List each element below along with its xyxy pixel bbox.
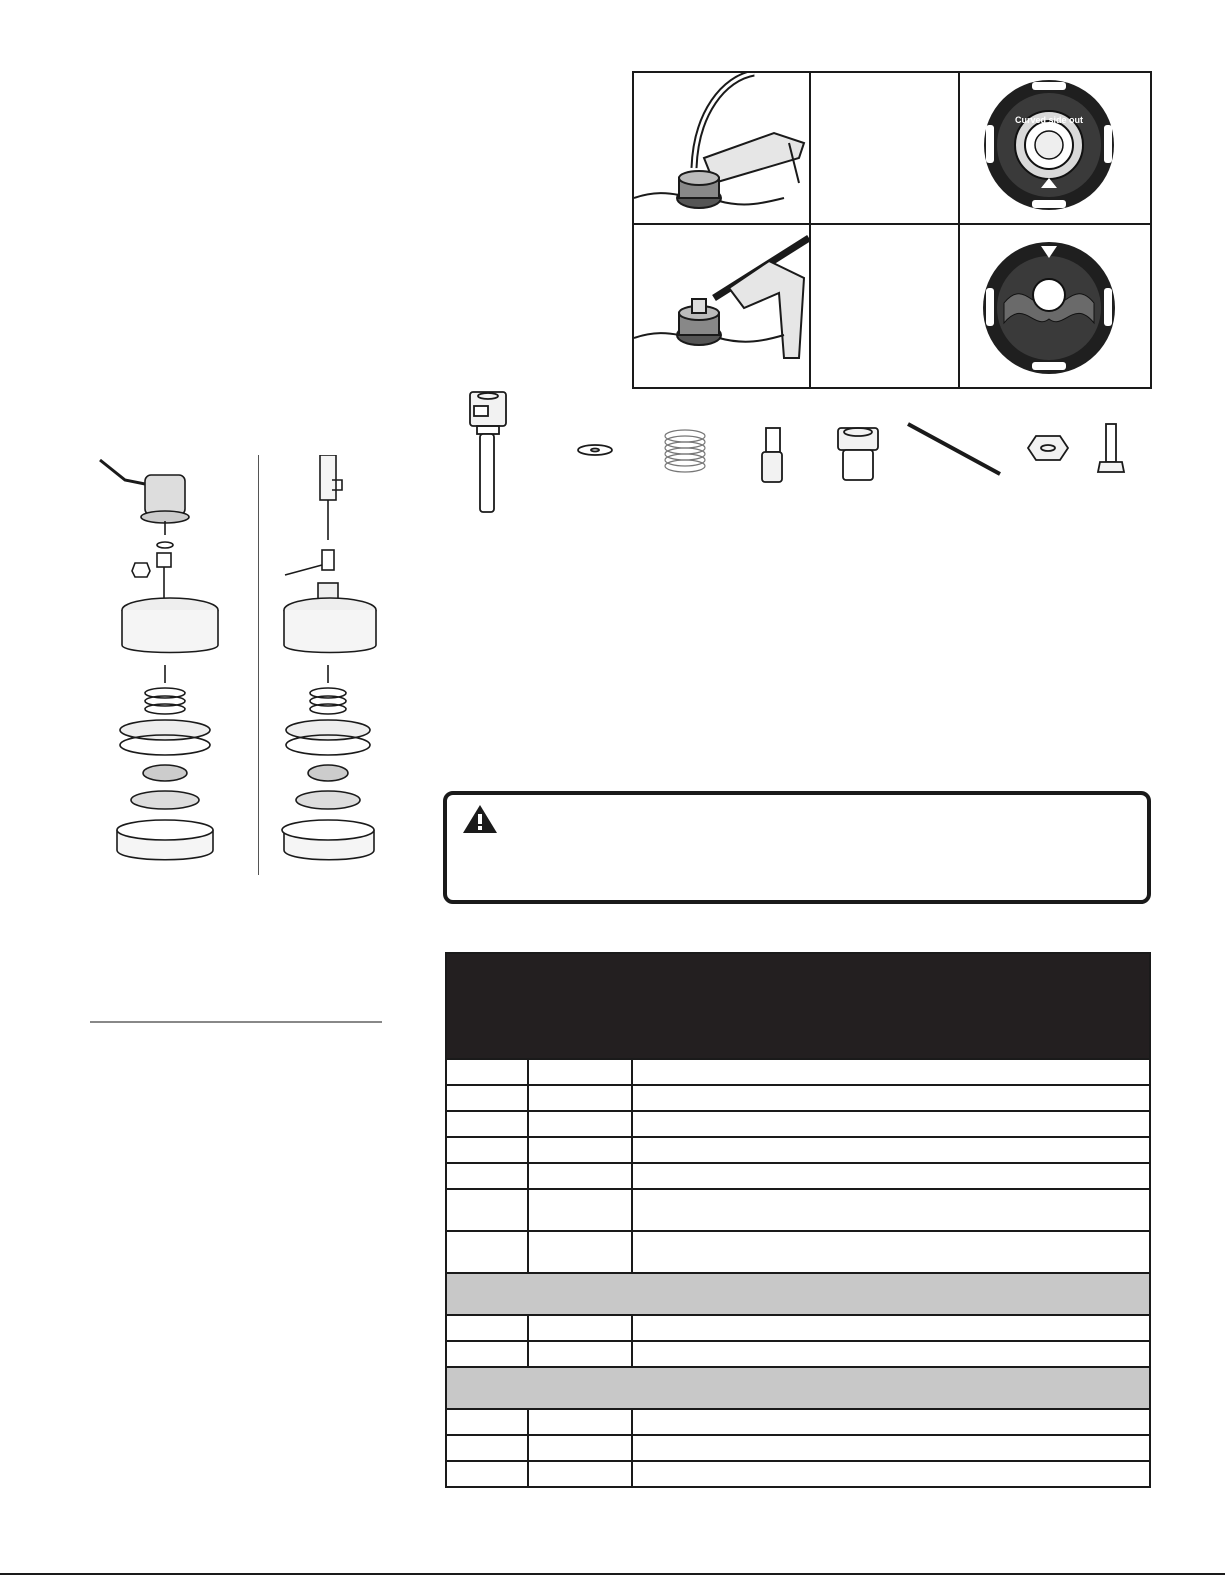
- adapter-icon: [470, 392, 506, 512]
- table-row: [446, 1231, 1150, 1273]
- spec-table: [445, 952, 1151, 1488]
- page-bottom-rule: [0, 1573, 1225, 1575]
- table-row: [446, 1315, 1150, 1341]
- parts-row: [460, 388, 1150, 523]
- warning-triangle-icon: [461, 803, 499, 835]
- table-row: [446, 1409, 1150, 1435]
- table-header: [446, 953, 1150, 1059]
- table-row: [446, 1163, 1150, 1189]
- spring-icon: [665, 430, 705, 472]
- views-grid-drawing: [634, 73, 1150, 387]
- table-row: [446, 1189, 1150, 1231]
- pin-icon: [908, 424, 1000, 474]
- washer-icon: [578, 445, 612, 455]
- table-row: [446, 1111, 1150, 1137]
- spool-bottom-illustration: [983, 242, 1115, 374]
- table-row: [446, 1461, 1150, 1487]
- spool-top-illustration: [984, 80, 1114, 210]
- warning-box: [443, 791, 1151, 904]
- straight-shaft-trimmer-illustration: [634, 238, 809, 358]
- table-row: [446, 1137, 1150, 1163]
- hex-nut-icon: [1028, 436, 1068, 460]
- table-row: [446, 1085, 1150, 1111]
- table-row: [446, 1435, 1150, 1461]
- curved-shaft-trimmer-illustration: [634, 73, 804, 208]
- table-section-band: [446, 1273, 1150, 1315]
- exploded-view-left: [95, 455, 245, 875]
- exploded-views-divider: [258, 455, 259, 875]
- nut-adapter-icon: [838, 428, 878, 480]
- shaft-adapter-icon: [762, 428, 782, 482]
- views-grid: [632, 71, 1152, 389]
- exploded-view-right: [280, 455, 400, 875]
- section-rule: [90, 1021, 382, 1023]
- table-row: [446, 1059, 1150, 1085]
- table-row: [446, 1341, 1150, 1367]
- bolt-icon: [1098, 424, 1124, 472]
- table-section-band: [446, 1367, 1150, 1409]
- spool-top-label: Curved side out: [1014, 115, 1084, 125]
